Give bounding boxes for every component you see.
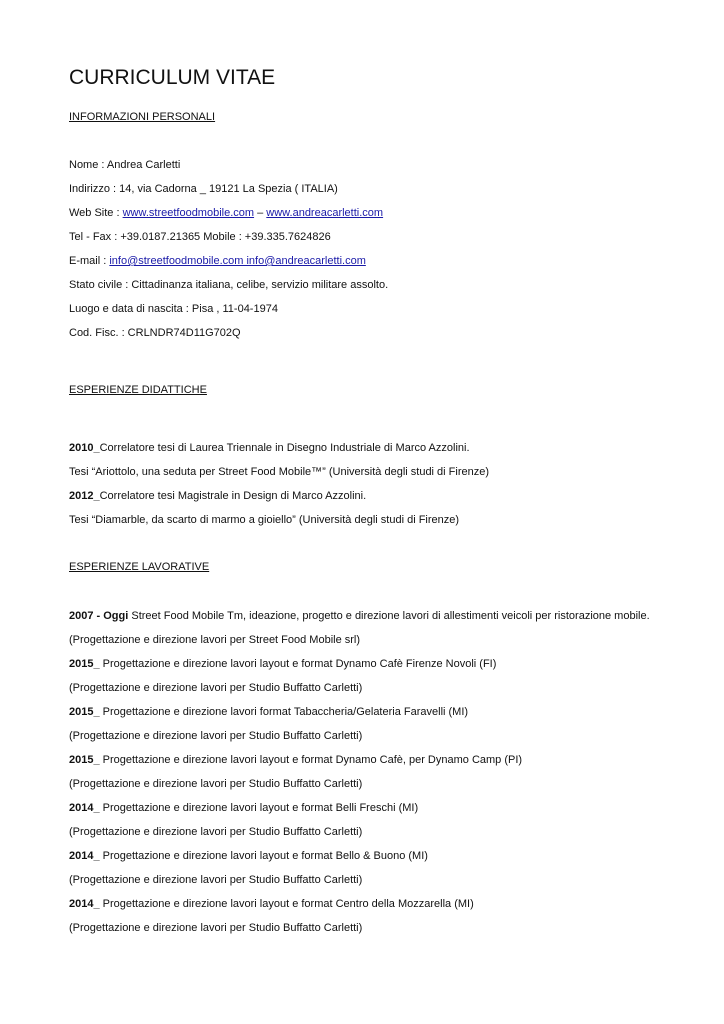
work-line: (Progettazione e direzione lavori per Studio Buffatto Carletti) <box>69 778 363 790</box>
work-line: (Progettazione e direzione lavori per Studio Buffatto Carletti) <box>69 874 363 886</box>
website-link-streetfoodmobile[interactable]: www.streetfoodmobile.com <box>122 207 255 219</box>
work-line: (Progettazione e direzione lavori per Street Food Mobile srl) <box>69 634 361 646</box>
work-line: 2007 - Oggi Street Food Mobile Tm, ideazione, progetto e direzione lavori di allestimenti veicoli per ristorazione mobile. <box>69 610 650 622</box>
website-label: Web Site : <box>69 207 123 219</box>
section-heading-teaching: ESPERIENZE DIDATTICHE <box>69 384 207 396</box>
teaching-line: Tesi “Diamarble, da scarto di marmo a gioiello” (Università degli studi di Firenze) <box>69 514 460 526</box>
personal-name: Nome : Andrea Carletti <box>69 159 181 171</box>
personal-phone: Tel - Fax : +39.0187.21365 Mobile : +39.335.7624826 <box>69 231 331 243</box>
work-line: (Progettazione e direzione lavori per Studio Buffatto Carletti) <box>69 682 363 694</box>
personal-address: Indirizzo : 14, via Cadorna _ 19121 La Spezia ( ITALIA) <box>69 183 338 195</box>
website-separator: – <box>254 207 267 219</box>
personal-birth: Luogo e data di nascita : Pisa , 11-04-1974 <box>69 303 278 315</box>
page-title: CURRICULUM VITAE <box>69 66 276 89</box>
work-line: (Progettazione e direzione lavori per Studio Buffatto Carletti) <box>69 922 363 934</box>
work-line: 2014_ Progettazione e direzione lavori layout e format Centro della Mozzarella (MI) <box>69 898 474 910</box>
section-heading-work: ESPERIENZE LAVORATIVE <box>69 561 210 573</box>
work-line: (Progettazione e direzione lavori per Studio Buffatto Carletti) <box>69 826 363 838</box>
personal-website <box>69 206 383 220</box>
website-link-andreacarletti[interactable]: www.andreacarletti.com <box>266 207 384 219</box>
work-line: 2015_ Progettazione e direzione lavori format Tabaccheria/Gelateria Faravelli (MI) <box>69 706 469 718</box>
email-links[interactable]: info@streetfoodmobile.com info@andreacarletti.com <box>109 255 366 267</box>
personal-civil-status: Stato civile : Cittadinanza italiana, celibe, servizio militare assolto. <box>69 279 389 291</box>
work-line: 2014_ Progettazione e direzione lavori layout e format Belli Freschi (MI) <box>69 802 419 814</box>
teaching-line: 2010_Correlatore tesi di Laurea Triennale in Disegno Industriale di Marco Azzolini. <box>69 442 470 454</box>
email-label: E-mail : <box>69 255 110 267</box>
work-line: 2015_ Progettazione e direzione lavori layout e format Dynamo Cafè, per Dynamo Camp (PI) <box>69 754 523 766</box>
teaching-line: 2012_Correlatore tesi Magistrale in Design di Marco Azzolini. <box>69 490 367 502</box>
personal-fiscal-code: Cod. Fisc. : CRLNDR74D11G702Q <box>69 327 241 339</box>
work-line: 2015_ Progettazione e direzione lavori layout e format Dynamo Cafè Firenze Novoli (FI) <box>69 658 497 670</box>
personal-email <box>69 254 366 268</box>
work-line: 2014_ Progettazione e direzione lavori layout e format Bello & Buono (MI) <box>69 850 428 862</box>
teaching-line: Tesi “Ariottolo, una seduta per Street Food Mobile™” (Università degli studi di Firenze) <box>69 466 490 478</box>
work-line: (Progettazione e direzione lavori per Studio Buffatto Carletti) <box>69 730 363 742</box>
section-heading-personal: INFORMAZIONI PERSONALI <box>69 111 216 123</box>
